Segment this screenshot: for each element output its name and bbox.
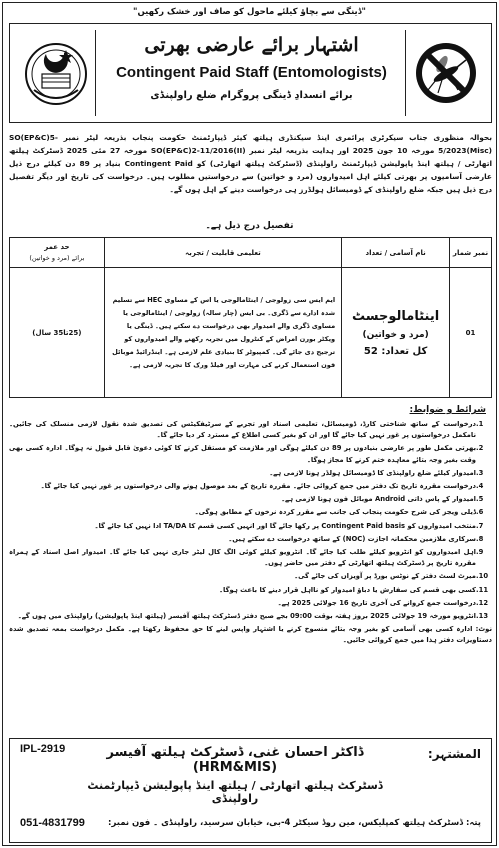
condition-item — [9, 611, 492, 622]
header-age — [10, 238, 105, 268]
condition-number: 7. — [476, 521, 484, 530]
condition-item — [9, 481, 492, 492]
header-age-top: حد عمر — [44, 243, 70, 251]
footer-box — [9, 738, 492, 843]
table-header-row — [10, 238, 492, 268]
condition-number: 11. — [476, 585, 489, 594]
details-heading: تفصیل درج ذیل ہے۔ — [205, 221, 294, 231]
condition-number: 13. — [476, 612, 489, 621]
condition-text: درخواست کے ساتھ شناختی کارڈ، ڈومیسائل، تعلیمی اسناد اور تجربے کے سرٹیفکیٹس کی تصدیق شدہ نقول لازمی منسلک کی جائیں۔ نامکمل درخواستوں پر غور نہیں کیا جائے گا اور ان کو بغیر کسی اطلاع کے مسترد کر دیا جائے گا۔ — [9, 420, 476, 440]
conditions-list — [9, 419, 492, 646]
post-gender: (مرد و خواتین) — [362, 329, 429, 340]
condition-item — [9, 419, 492, 441]
address: پتہ: ڈسٹرکٹ ہیلتھ کمپلیکس، مین روڈ سیکٹر 4-بی، خیابان سرسید، راولپنڈی ۔ فون نمبر: — [108, 818, 481, 828]
condition-text: بھرتی مکمل طور پر عارضی بنیادوں پر 89 دن کیلئے ہوگی اور ملازمت کو مستقل کرنے کا کوئی دعویٰ قابل قبول نہ ہوگا۔ ادارہ کسی بھی وقت بغیر وجہ بتائے معاہدہ ختم کرنے کا مجاز ہوگا۔ — [9, 444, 477, 464]
header-box — [9, 23, 492, 123]
condition-number: 1. — [476, 420, 484, 428]
department-name: ڈسٹرکٹ ہیلتھ اتھارٹی / ہیلتھ اینڈ پاپولیشن ڈیپارٹمنٹ راولپنڈی — [87, 779, 383, 805]
condition-text: کسی بھی قسم کی سفارش یا دباؤ امیدوار کو نااہل قرار دینے کا باعث ہوگا۔ — [219, 585, 476, 594]
condition-text: درخواست مقررہ تاریخ تک دفتر میں جمع کروائی جائے۔ مقررہ تاریخ کے بعد موصول ہونے والی درخواستوں پر غور نہیں کیا جائے گا۔ — [40, 482, 476, 491]
posts-table — [9, 237, 492, 398]
english-title: Contingent Paid Staff (Entomologists) — [116, 64, 387, 81]
post-name: اینٹامالوجسٹ — [352, 308, 440, 324]
condition-number: 6. — [476, 508, 484, 517]
condition-item — [9, 585, 492, 596]
condition-number: 3. — [476, 468, 484, 477]
condition-item — [9, 521, 492, 532]
condition-text: امیدوار کے پاس ذاتی Android موبائل فون ہونا لازمی ہے۔ — [281, 495, 476, 504]
condition-item — [9, 598, 492, 609]
qualification-text: ایم ایس سی زولوجی / اینٹامالوجی یا اس کے مساوی HEC سے تسلیم شدہ ادارے سے ڈگری۔ بی ایس (چار سالہ) زولوجی / اینٹامالوجی یا مساوی ڈگری والے امیدوار بھی درخواست دے سکتے ہیں۔ ڈینگی یا ویکٹر بورن امراض کے کنٹرول میں تجربہ رکھنے والے امیدواروں کو ترجیح دی جائے گی۔ کمپیوٹر کا بنیادی علم لازمی ہے۔ اینڈرائیڈ موبائل فون استعمال کرنے کی مہارت اور فیلڈ ورک کا تجربہ لازمی ہے۔ — [112, 295, 336, 369]
condition-item — [9, 468, 492, 479]
header-qualification: تعلیمی قابلیت / تجربہ — [104, 238, 341, 268]
note: نوٹ: ادارہ کسی بھی آسامی کو بغیر وجہ بتائے منسوخ کرنے یا اشتہار واپس لینے کا حق محفوظ رکھتا ہے۔ مکمل درخواست بمعہ تصدیق شدہ دستاویزات دفتر ہذا میں جمع کروائی جائیں۔ — [9, 625, 492, 645]
condition-number: 12. — [476, 598, 489, 607]
ipl-number: IPL-2919 — [20, 743, 66, 755]
condition-item — [9, 534, 492, 545]
intro-paragraph: بحوالہ منظوری جناب سیکرٹری پرائمری اینڈ سیکنڈری ہیلتھ کیئر ڈیپارٹمنٹ حکومت پنجاب بذریعہ لیٹر نمبر SO(EP&C)5-5/2023(Misc) مورخہ 10 جون 2025 اور ہدایت بذریعہ لیٹر نمبر SO(EP&C)2-11/2016(II) مورخہ 27 مئی 2025 ڈسٹرکٹ ہیلتھ اتھارٹی / ہیلتھ اینڈ پاپولیشن ڈیپارٹمنٹ راولپنڈی (ڈسٹرکٹ ہیلتھ اتھارٹی) کو Contingent Paid بنیاد پر 89 دن کیلئے درج ذیل عارضی آسامیوں پر بھرتی کیلئے اہل امیدواروں (مرد و خواتین) سے درخواستیں مطلوب ہیں۔ درخواست کی تاریخ اور دیگر تفصیل درج ذیل ہیں جبکہ ضلع راولپنڈی کے ڈومیسائل ہولڈرز ہی درخواست دینے کے اہل ہوں گے۔ — [9, 133, 492, 194]
officer-name: ڈاکٹر احسان غنی، ڈسٹرکٹ ہیلتھ آفیسر (HRM&MIS) — [106, 745, 364, 775]
header-post: نام آسامی / تعداد — [342, 238, 450, 268]
condition-text: امیدوار کیلئے ضلع راولپنڈی کا ڈومیسائل ہولڈر ہونا لازمی ہے۔ — [269, 468, 476, 477]
row-age: (25تا35 سال) — [10, 268, 105, 398]
post-count: کل تعداد: 52 — [363, 345, 428, 357]
condition-text: ڈیلی ویجز کی شرح حکومت پنجاب کی جانب سے مقرر کردہ نرخوں کے مطابق ہوگی۔ — [194, 508, 476, 517]
conditions-heading: شرائط و ضوابط: — [409, 405, 486, 415]
phone-number: 051-4831799 — [20, 817, 85, 829]
condition-text: انٹرویو مورخہ 19 جولائی 2025 بروز ہفتہ بوقت 09:00 بجے صبح دفتر ڈسٹرکٹ ہیلتھ آفیسر (ہیلتھ اینڈ پاپولیشن) راولپنڈی میں ہوں گے۔ — [17, 612, 476, 621]
punjab-government-logo — [16, 30, 96, 116]
condition-text: منتخب امیدواروں کو Contingent Paid basis پر رکھا جائے گا اور انہیں کسی قسم کا TA/DA ادا نہیں کیا جائے گا۔ — [94, 521, 476, 530]
condition-number: 10. — [476, 572, 489, 581]
advertisement-page — [2, 2, 497, 846]
row-post — [342, 268, 450, 398]
condition-number: 9. — [476, 548, 484, 557]
row-qualification — [104, 268, 341, 398]
no-mosquito-icon — [405, 30, 485, 116]
header-age-bottom: برائے (مرد و خواتین) — [29, 254, 85, 262]
condition-item — [9, 494, 492, 505]
row-serial: 01 — [450, 268, 492, 398]
condition-number: 8. — [476, 534, 484, 543]
slogan: "ڈینگی سے بچاؤ کیلئے ماحول کو صاف اور خشک رکھیں" — [133, 7, 366, 17]
condition-text: اہل امیدواروں کو انٹرویو کیلئے طلب کیا جائے گا۔ انٹرویو کیلئے کوئی الگ کال لیٹر جاری نہیں کیا جائے گا۔ امیدوار اصل اسناد کے ہمراہ مقررہ تاریخ پر ڈسٹرکٹ ہیلتھ اتھارٹی کے دفتر میں حاضر ہوں۔ — [9, 548, 476, 568]
condition-item — [9, 507, 492, 518]
condition-text: سرکاری ملازمین محکمانہ اجازت (NOC) کے ساتھ درخواست دے سکتے ہیں۔ — [228, 534, 476, 543]
condition-item — [9, 547, 492, 569]
condition-number: 5. — [476, 495, 484, 504]
header-titles — [102, 28, 401, 120]
header-serial: نمبر شمار — [450, 238, 492, 268]
urdu-subtitle: برائے انسدادِ ڈینگی پروگرام ضلع راولپنڈی — [150, 90, 353, 101]
table-row — [10, 268, 492, 398]
urdu-title: اشتہار برائے عارضی بھرتی — [144, 34, 359, 56]
condition-number: 2. — [476, 444, 484, 453]
advertiser-label: المشتہر: — [427, 747, 481, 761]
condition-text: درخواست جمع کروانے کی آخری تاریخ 16 جولائی 2025 ہے۔ — [277, 598, 476, 607]
condition-text: میرٹ لسٹ دفتر کے نوٹس بورڈ پر آویزاں کی جائے گی۔ — [294, 572, 476, 581]
condition-number: 4. — [476, 482, 484, 491]
condition-item — [9, 571, 492, 582]
condition-item — [9, 443, 492, 465]
